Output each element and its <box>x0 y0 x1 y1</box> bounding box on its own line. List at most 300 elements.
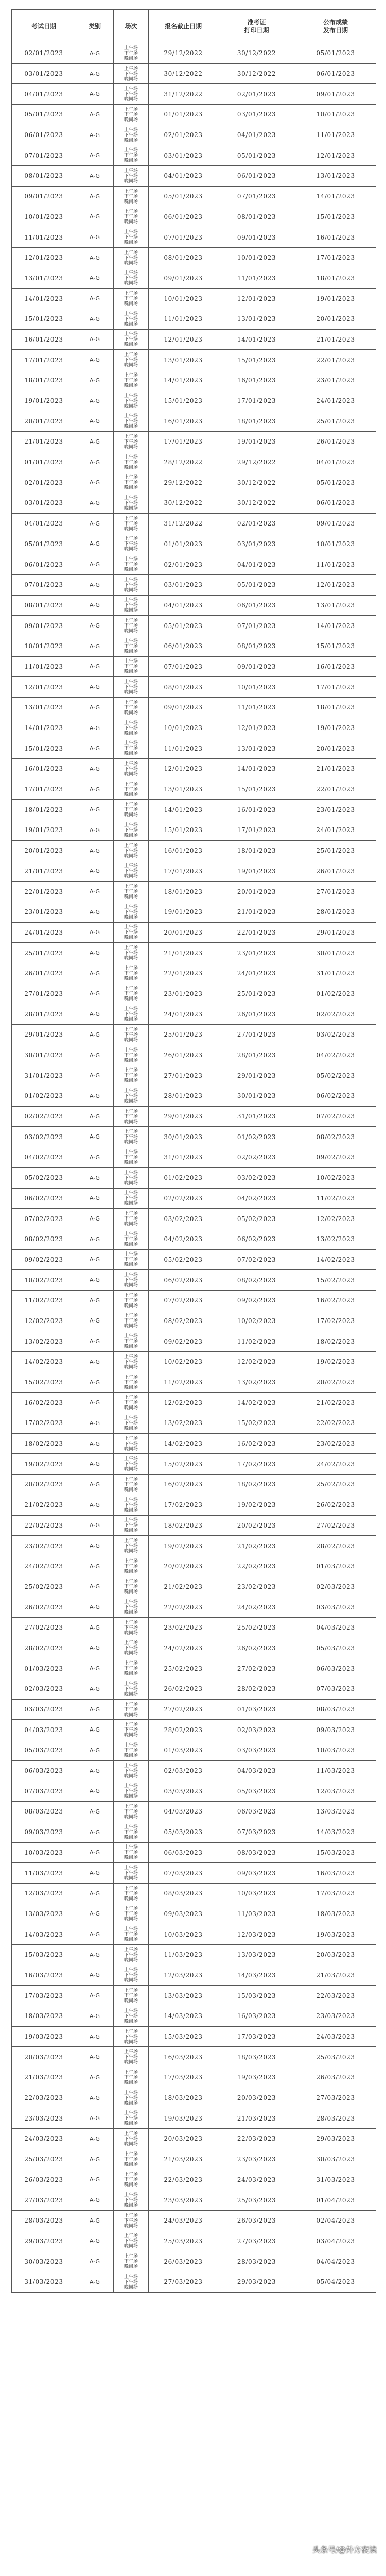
exam-date-cell: 28/03/2023 <box>12 2210 76 2231</box>
session-line: 晚间场 <box>124 1630 138 1636</box>
session-line: 下午场 <box>124 1809 138 1815</box>
session-cell <box>114 1802 149 1822</box>
admit-card-print-date-cell: 10/01/2023 <box>218 677 295 698</box>
session-cell <box>114 1270 149 1291</box>
session-line: 下午场 <box>124 1952 138 1958</box>
admit-card-print-date-cell: 23/01/2023 <box>218 943 295 963</box>
score-release-date-cell: 14/01/2023 <box>295 186 376 207</box>
exam-date-cell: 27/03/2023 <box>12 2190 76 2211</box>
session-line: 上午场 <box>124 1497 138 1503</box>
session-line: 下午场 <box>124 112 138 117</box>
session-line: 下午场 <box>124 276 138 281</box>
session-line: 上午场 <box>124 1886 138 1891</box>
registration-deadline-cell: 25/01/2023 <box>149 1025 218 1045</box>
exam-date-cell: 13/01/2023 <box>12 698 76 718</box>
exam-date-cell: 28/02/2023 <box>12 1638 76 1658</box>
exam-date-cell: 05/02/2023 <box>12 1167 76 1188</box>
score-release-date-cell: 23/01/2023 <box>295 370 376 391</box>
session-line: 晚间场 <box>124 1814 138 1820</box>
exam-date-cell: 02/01/2023 <box>12 43 76 64</box>
session-line: 下午场 <box>124 1707 138 1713</box>
registration-deadline-cell: 09/02/2023 <box>149 1331 218 1352</box>
session-line: 晚间场 <box>124 2203 138 2209</box>
session-line: 上午场 <box>124 1477 138 1482</box>
exam-date-cell: 31/03/2023 <box>12 2272 76 2292</box>
admit-card-print-date-cell: 25/01/2023 <box>218 984 295 1004</box>
session-line: 晚间场 <box>124 1344 138 1350</box>
table-row <box>12 1147 376 1168</box>
score-release-date-cell: 31/01/2023 <box>295 963 376 984</box>
exam-date-cell: 17/03/2023 <box>12 1986 76 2006</box>
table-row <box>12 1209 376 1229</box>
registration-deadline-cell: 07/01/2023 <box>149 227 218 248</box>
session-line: 晚间场 <box>124 1446 138 1452</box>
session-line: 下午场 <box>124 1748 138 1753</box>
session-line: 上午场 <box>124 1375 138 1380</box>
session-cell <box>114 2170 149 2190</box>
session-line: 上午场 <box>124 454 138 460</box>
session-line: 下午场 <box>124 2239 138 2244</box>
score-release-date-cell: 17/02/2023 <box>295 1311 376 1331</box>
category-cell: A-G <box>76 1904 114 1924</box>
score-release-date-cell: 13/01/2023 <box>295 166 376 187</box>
score-release-date-cell: 21/01/2023 <box>295 759 376 779</box>
session-cell <box>114 329 149 350</box>
registration-deadline-cell: 04/02/2023 <box>149 1229 218 1249</box>
exam-date-cell: 07/02/2023 <box>12 1209 76 1229</box>
table-row <box>12 1515 376 1536</box>
exam-date-cell: 05/03/2023 <box>12 1740 76 1761</box>
registration-deadline-cell: 19/01/2023 <box>149 902 218 922</box>
session-line: 下午场 <box>124 296 138 302</box>
session-cell <box>114 2149 149 2170</box>
session-line: 上午场 <box>124 1968 138 1973</box>
admit-card-print-date-cell: 22/02/2023 <box>218 1556 295 1577</box>
exam-date-cell: 10/02/2023 <box>12 1270 76 1291</box>
registration-deadline-cell: 17/02/2023 <box>149 1495 218 1515</box>
session-line: 下午场 <box>124 2218 138 2224</box>
exam-date-cell: 19/01/2023 <box>12 820 76 841</box>
registration-deadline-cell: 21/02/2023 <box>149 1577 218 1597</box>
table-row <box>12 329 376 350</box>
session-cell <box>114 1249 149 1270</box>
session-line: 上午场 <box>124 393 138 399</box>
session-cell <box>114 1577 149 1597</box>
registration-deadline-cell: 15/01/2023 <box>149 391 218 411</box>
registration-deadline-cell: 07/02/2023 <box>149 1290 218 1311</box>
session-line: 上午场 <box>124 1558 138 1564</box>
session-cell <box>114 2129 149 2149</box>
exam-date-cell: 20/02/2023 <box>12 1475 76 1495</box>
session-line: 晚间场 <box>124 403 138 409</box>
session-cell <box>114 43 149 64</box>
session-line: 上午场 <box>124 1784 138 1789</box>
session-cell <box>114 1352 149 1372</box>
registration-deadline-cell: 24/03/2023 <box>149 2210 218 2231</box>
session-line: 下午场 <box>124 1462 138 1467</box>
score-release-date-cell: 14/01/2023 <box>295 616 376 636</box>
exam-date-cell: 18/02/2023 <box>12 1433 76 1454</box>
registration-deadline-cell: 07/01/2023 <box>149 656 218 677</box>
table-row <box>12 698 376 718</box>
score-release-date-cell: 05/04/2023 <box>295 2272 376 2292</box>
session-cell <box>114 186 149 207</box>
session-line: 下午场 <box>124 1441 138 1447</box>
session-line: 晚间场 <box>124 1610 138 1616</box>
exam-date-cell: 06/01/2023 <box>12 554 76 575</box>
session-line: 下午场 <box>124 685 138 690</box>
session-cell <box>114 268 149 289</box>
table-row <box>12 1331 376 1352</box>
session-line: 上午场 <box>124 1866 138 1871</box>
category-cell: A-G <box>76 922 114 943</box>
category-cell: A-G <box>76 2108 114 2129</box>
registration-deadline-cell: 11/03/2023 <box>149 1944 218 1965</box>
score-release-date-cell: 21/01/2023 <box>295 329 376 350</box>
exam-date-cell: 25/01/2023 <box>12 943 76 963</box>
session-line: 晚间场 <box>124 158 138 164</box>
session-cell <box>114 1617 149 1638</box>
registration-deadline-cell: 14/02/2023 <box>149 1433 218 1454</box>
category-cell: A-G <box>76 1188 114 1209</box>
category-cell: A-G <box>76 2026 114 2047</box>
exam-date-cell: 11/01/2023 <box>12 656 76 677</box>
session-line: 晚间场 <box>124 1671 138 1677</box>
admit-card-print-date-cell: 07/02/2023 <box>218 1249 295 1270</box>
score-release-date-cell: 22/01/2023 <box>295 779 376 800</box>
score-release-date-cell: 21/02/2023 <box>295 1393 376 1413</box>
score-release-date-cell: 26/01/2023 <box>295 861 376 882</box>
session-line: 晚间场 <box>124 690 138 696</box>
table-row <box>12 1311 376 1331</box>
session-cell <box>114 1965 149 1986</box>
table-row <box>12 2047 376 2067</box>
admit-card-print-date-cell: 19/03/2023 <box>218 2067 295 2088</box>
table-row <box>12 43 376 64</box>
session-cell <box>114 2210 149 2231</box>
session-line: 下午场 <box>124 562 138 568</box>
category-cell: A-G <box>76 2067 114 2088</box>
session-line: 下午场 <box>124 1502 138 1508</box>
table-row <box>12 2067 376 2088</box>
session-cell <box>114 656 149 677</box>
session-line: 上午场 <box>124 2233 138 2239</box>
table-row <box>12 922 376 943</box>
admit-card-print-date-cell: 04/02/2023 <box>218 1188 295 1209</box>
registration-deadline-cell: 07/03/2023 <box>149 1863 218 1884</box>
score-release-date-cell: 16/01/2023 <box>295 656 376 677</box>
session-cell <box>114 1883 149 1904</box>
category-cell: A-G <box>76 963 114 984</box>
registration-deadline-cell: 11/02/2023 <box>149 1372 218 1393</box>
score-release-date-cell: 07/02/2023 <box>295 1106 376 1127</box>
exam-date-cell: 12/01/2023 <box>12 247 76 268</box>
admit-card-print-date-cell: 13/01/2023 <box>218 738 295 759</box>
header-score-line-2: 发布日期 <box>323 27 348 34</box>
admit-card-print-date-cell: 02/01/2023 <box>218 84 295 105</box>
session-line: 下午场 <box>124 480 138 486</box>
session-line: 下午场 <box>124 2198 138 2204</box>
session-line: 上午场 <box>124 577 138 583</box>
session-line: 晚间场 <box>124 669 138 675</box>
session-cell <box>114 1842 149 1863</box>
session-line: 晚间场 <box>124 587 138 593</box>
score-release-date-cell: 20/03/2023 <box>295 1944 376 1965</box>
score-release-date-cell: 04/04/2023 <box>295 2251 376 2272</box>
session-line: 晚间场 <box>124 1733 138 1738</box>
header-score-line-1: 公布成绩 <box>323 19 348 26</box>
exam-date-cell: 07/03/2023 <box>12 1781 76 1802</box>
session-cell <box>114 1311 149 1331</box>
admit-card-print-date-cell: 21/03/2023 <box>218 2108 295 2129</box>
table-row <box>12 534 376 554</box>
score-release-date-cell: 05/01/2023 <box>295 43 376 64</box>
registration-deadline-cell: 26/02/2023 <box>149 1679 218 1700</box>
category-cell: A-G <box>76 2190 114 2211</box>
registration-deadline-cell: 01/01/2023 <box>149 534 218 554</box>
category-cell: A-G <box>76 2210 114 2231</box>
session-line: 晚间场 <box>124 465 138 470</box>
exam-date-cell: 29/03/2023 <box>12 2231 76 2251</box>
session-line: 上午场 <box>124 168 138 174</box>
session-line: 上午场 <box>124 1681 138 1687</box>
header-admit-line-2: 打印日期 <box>244 27 269 34</box>
score-release-date-cell: 21/03/2023 <box>295 1965 376 1986</box>
registration-deadline-cell: 02/01/2023 <box>149 554 218 575</box>
exam-date-cell: 01/02/2023 <box>12 1086 76 1107</box>
session-line: 晚间场 <box>124 424 138 430</box>
session-line: 晚间场 <box>124 1835 138 1840</box>
admit-card-print-date-cell: 02/03/2023 <box>218 1720 295 1740</box>
session-line: 下午场 <box>124 1073 138 1079</box>
table-row <box>12 1720 376 1740</box>
admit-card-print-date-cell: 06/01/2023 <box>218 166 295 187</box>
session-line: 下午场 <box>124 255 138 261</box>
category-cell: A-G <box>76 1638 114 1658</box>
session-line: 晚间场 <box>124 2264 138 2270</box>
score-release-date-cell: 05/01/2023 <box>295 472 376 493</box>
score-release-date-cell: 01/02/2023 <box>295 984 376 1004</box>
session-line: 上午场 <box>124 1293 138 1298</box>
admit-card-print-date-cell: 03/03/2023 <box>218 1740 295 1761</box>
registration-deadline-cell: 30/12/2022 <box>149 63 218 84</box>
category-cell: A-G <box>76 738 114 759</box>
exam-date-cell: 15/01/2023 <box>12 309 76 329</box>
category-cell: A-G <box>76 1986 114 2006</box>
category-cell: A-G <box>76 1270 114 1291</box>
table-row <box>12 616 376 636</box>
table-row <box>12 1352 376 1372</box>
session-line: 晚间场 <box>124 731 138 736</box>
table-row <box>12 1106 376 1127</box>
category-cell: A-G <box>76 698 114 718</box>
table-row <box>12 391 376 411</box>
table-row <box>12 1944 376 1965</box>
session-line: 上午场 <box>124 843 138 849</box>
category-cell: A-G <box>76 2251 114 2272</box>
admit-card-print-date-cell: 14/03/2023 <box>218 1965 295 1986</box>
admit-card-print-date-cell: 02/01/2023 <box>218 513 295 534</box>
exam-date-cell: 24/01/2023 <box>12 922 76 943</box>
session-cell <box>114 1781 149 1802</box>
category-cell: A-G <box>76 943 114 963</box>
session-line: 上午场 <box>124 1027 138 1032</box>
session-cell <box>114 820 149 841</box>
exam-date-cell: 15/02/2023 <box>12 1372 76 1393</box>
session-line: 上午场 <box>124 1191 138 1196</box>
session-line: 上午场 <box>124 1047 138 1053</box>
session-line: 晚间场 <box>124 1937 138 1943</box>
table-row <box>12 1433 376 1454</box>
registration-deadline-cell: 20/02/2023 <box>149 1556 218 1577</box>
session-line: 晚间场 <box>124 2039 138 2045</box>
session-line: 上午场 <box>124 1620 138 1625</box>
session-line: 晚间场 <box>124 1896 138 1902</box>
session-cell <box>114 145 149 166</box>
session-cell <box>114 698 149 718</box>
registration-deadline-cell: 31/12/2022 <box>149 84 218 105</box>
score-release-date-cell: 25/01/2023 <box>295 840 376 861</box>
session-line: 上午场 <box>124 2131 138 2137</box>
session-cell <box>114 247 149 268</box>
session-line: 下午场 <box>124 2055 138 2060</box>
session-cell <box>114 2231 149 2251</box>
category-cell: A-G <box>76 1822 114 1842</box>
session-cell <box>114 105 149 125</box>
admit-card-print-date-cell: 16/01/2023 <box>218 800 295 820</box>
registration-deadline-cell: 02/01/2023 <box>149 125 218 145</box>
session-line: 下午场 <box>124 1216 138 1222</box>
score-release-date-cell: 15/01/2023 <box>295 636 376 656</box>
category-cell: A-G <box>76 2006 114 2027</box>
session-line: 晚间场 <box>124 2182 138 2188</box>
score-release-date-cell: 13/03/2023 <box>295 1802 376 1822</box>
session-cell <box>114 1086 149 1107</box>
exam-date-cell: 02/03/2023 <box>12 1679 76 1700</box>
admit-card-print-date-cell: 26/01/2023 <box>218 1004 295 1025</box>
session-line: 晚间场 <box>124 1855 138 1861</box>
session-cell <box>114 289 149 309</box>
score-release-date-cell: 08/02/2023 <box>295 1127 376 1147</box>
registration-deadline-cell: 22/03/2023 <box>149 2170 218 2190</box>
table-row <box>12 2108 376 2129</box>
category-cell: A-G <box>76 779 114 800</box>
watermark: 头条号/@外方夜读 <box>312 2545 377 2554</box>
table-row <box>12 1842 376 1863</box>
session-line: 晚间场 <box>124 1528 138 1534</box>
registration-deadline-cell: 06/02/2023 <box>149 1270 218 1291</box>
session-cell <box>114 1004 149 1025</box>
session-cell <box>114 2047 149 2067</box>
session-line: 下午场 <box>124 1400 138 1406</box>
category-cell: A-G <box>76 84 114 105</box>
table-row <box>12 207 376 227</box>
table-row <box>12 1188 376 1209</box>
session-line: 上午场 <box>124 741 138 747</box>
session-cell <box>114 554 149 575</box>
category-cell: A-G <box>76 1658 114 1679</box>
registration-deadline-cell: 08/03/2023 <box>149 1883 218 1904</box>
score-release-date-cell: 06/03/2023 <box>295 1658 376 1679</box>
session-line: 晚间场 <box>124 956 138 961</box>
admit-card-print-date-cell: 18/03/2023 <box>218 2047 295 2067</box>
exam-date-cell: 26/02/2023 <box>12 1597 76 1618</box>
admit-card-print-date-cell: 30/12/2022 <box>218 472 295 493</box>
score-release-date-cell: 26/03/2023 <box>295 2067 376 2088</box>
category-cell: A-G <box>76 1515 114 1536</box>
admit-card-print-date-cell: 14/01/2023 <box>218 329 295 350</box>
admit-card-print-date-cell: 08/01/2023 <box>218 207 295 227</box>
exam-date-cell: 11/01/2023 <box>12 227 76 248</box>
admit-card-print-date-cell: 27/01/2023 <box>218 1025 295 1045</box>
session-line: 晚间场 <box>124 1794 138 1800</box>
admit-card-print-date-cell: 30/01/2023 <box>218 1086 295 1107</box>
category-cell: A-G <box>76 800 114 820</box>
session-cell <box>114 984 149 1004</box>
session-line: 上午场 <box>124 1927 138 1933</box>
session-cell <box>114 779 149 800</box>
session-line: 上午场 <box>124 925 138 930</box>
category-cell: A-G <box>76 1311 114 1331</box>
session-line: 晚间场 <box>124 1467 138 1472</box>
table-row <box>12 902 376 922</box>
exam-date-cell: 27/02/2023 <box>12 1617 76 1638</box>
category-cell: A-G <box>76 1393 114 1413</box>
admit-card-print-date-cell: 30/12/2022 <box>218 63 295 84</box>
exam-date-cell: 21/01/2023 <box>12 861 76 882</box>
session-line: 下午场 <box>124 603 138 608</box>
admit-card-print-date-cell: 17/01/2023 <box>218 820 295 841</box>
session-cell <box>114 1679 149 1700</box>
table-row <box>12 1924 376 1945</box>
category-cell: A-G <box>76 1883 114 1904</box>
exam-date-cell: 08/03/2023 <box>12 1802 76 1822</box>
registration-deadline-cell: 13/01/2023 <box>149 350 218 370</box>
category-cell: A-G <box>76 166 114 187</box>
session-line: 下午场 <box>124 398 138 404</box>
admit-card-print-date-cell: 17/03/2023 <box>218 2026 295 2047</box>
admit-card-print-date-cell: 11/02/2023 <box>218 1331 295 1352</box>
session-cell <box>114 227 149 248</box>
registration-deadline-cell: 20/01/2023 <box>149 922 218 943</box>
registration-deadline-cell: 19/03/2023 <box>149 2108 218 2129</box>
table-row <box>12 2088 376 2108</box>
registration-deadline-cell: 10/03/2023 <box>149 1924 218 1945</box>
table-row <box>12 63 376 84</box>
registration-deadline-cell: 14/03/2023 <box>149 2006 218 2027</box>
session-line: 晚间场 <box>124 608 138 614</box>
category-cell: A-G <box>76 1004 114 1025</box>
registration-deadline-cell: 21/03/2023 <box>149 2149 218 2170</box>
score-release-date-cell: 27/03/2023 <box>295 2088 376 2108</box>
admit-card-print-date-cell: 07/03/2023 <box>218 1822 295 1842</box>
session-line: 下午场 <box>124 194 138 199</box>
table-row <box>12 984 376 1004</box>
category-cell: A-G <box>76 1209 114 1229</box>
session-line: 下午场 <box>124 869 138 874</box>
registration-deadline-cell: 23/01/2023 <box>149 984 218 1004</box>
session-line: 上午场 <box>124 1068 138 1074</box>
exam-date-cell: 12/03/2023 <box>12 1883 76 1904</box>
admit-card-print-date-cell: 01/02/2023 <box>218 1127 295 1147</box>
session-line: 晚间场 <box>124 894 138 900</box>
score-release-date-cell: 18/01/2023 <box>295 698 376 718</box>
score-release-date-cell: 28/01/2023 <box>295 902 376 922</box>
table-row <box>12 2231 376 2251</box>
admit-card-print-date-cell: 30/12/2022 <box>218 493 295 514</box>
registration-deadline-cell: 29/01/2023 <box>149 1106 218 1127</box>
score-release-date-cell: 19/02/2023 <box>295 1352 376 1372</box>
